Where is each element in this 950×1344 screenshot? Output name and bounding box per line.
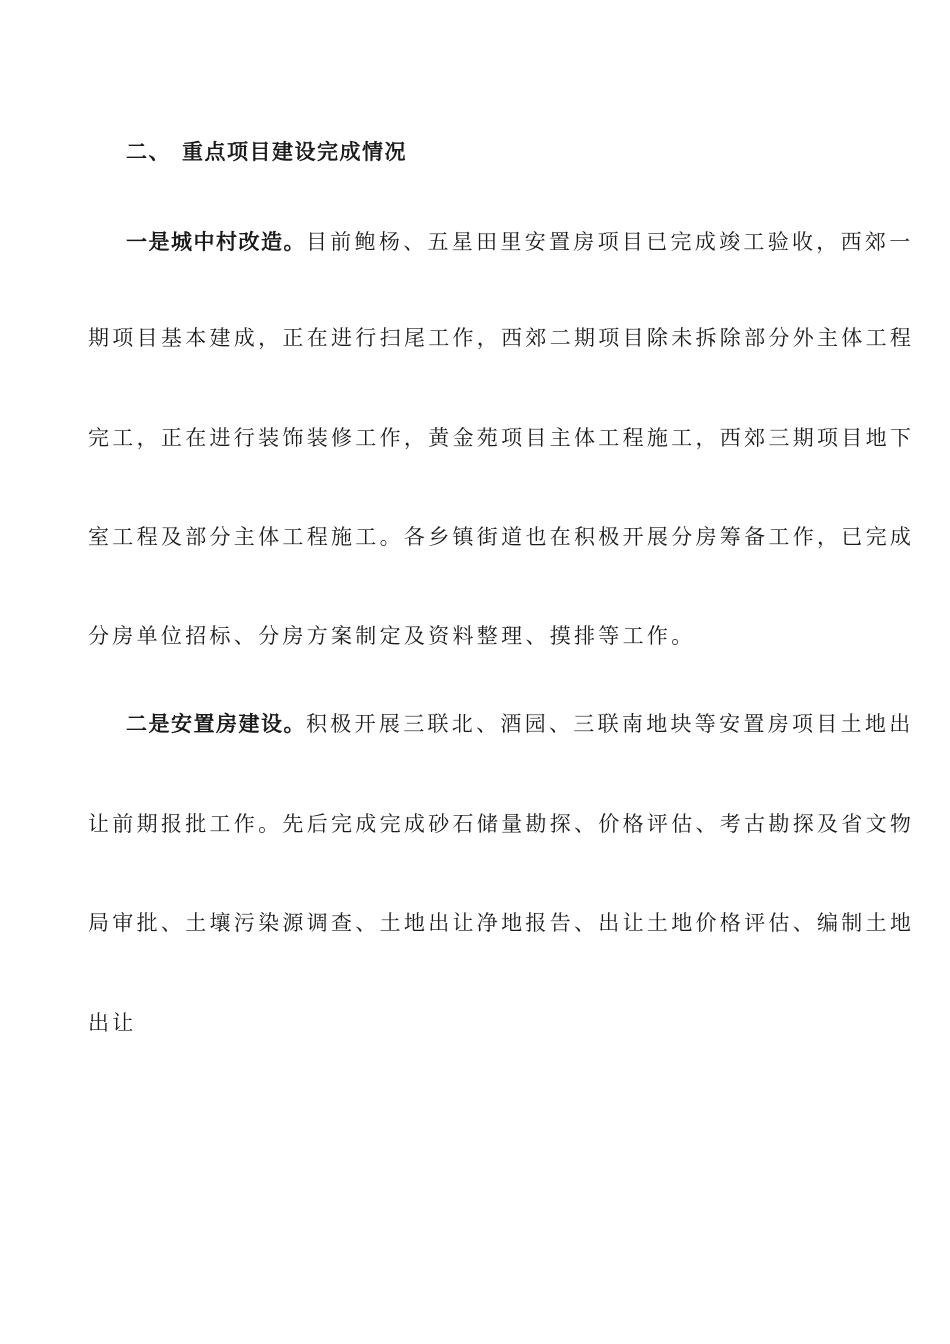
- section-number: 二、: [126, 140, 171, 164]
- para1-line1-text: 目前鲍杨、五星田里安置房项目已完成竣工验收，西郊一: [306, 230, 914, 254]
- section-title: 重点项目建设完成情况: [182, 140, 407, 164]
- para1-line2: 期项目基本建成，正在进行扫尾工作，西郊二期项目除未拆除部分外主体工程: [88, 326, 915, 350]
- para2-lead: 二是安置房建设。: [126, 712, 306, 736]
- para1-line3: 完工，正在进行装饰装修工作，黄金苑项目主体工程施工，西郊三期项目地下: [88, 426, 915, 450]
- para2-line4: 出让: [88, 1011, 137, 1035]
- para1-line5: 分房单位招标、分房方案制定及资料整理、摸排等工作。: [88, 624, 696, 648]
- para2-line1-text: 积极开展三联北、酒园、三联南地块等安置房项目土地出: [306, 712, 914, 736]
- section-heading: [126, 138, 407, 166]
- para1-line4: 室工程及部分主体工程施工。各乡镇街道也在积极开展分房筹备工作，已完成: [88, 525, 915, 549]
- para2-line3: 局审批、土壤污染源调查、土地出让净地报告、出让土地价格评估、编制土地: [88, 911, 915, 935]
- para2-line2: 让前期报批工作。先后完成完成砂石储量勘探、价格评估、考古勘探及省文物: [88, 812, 915, 836]
- para1-line1: [126, 228, 914, 256]
- para2-line1: [126, 710, 914, 738]
- para1-lead: 一是城中村改造。: [126, 230, 306, 254]
